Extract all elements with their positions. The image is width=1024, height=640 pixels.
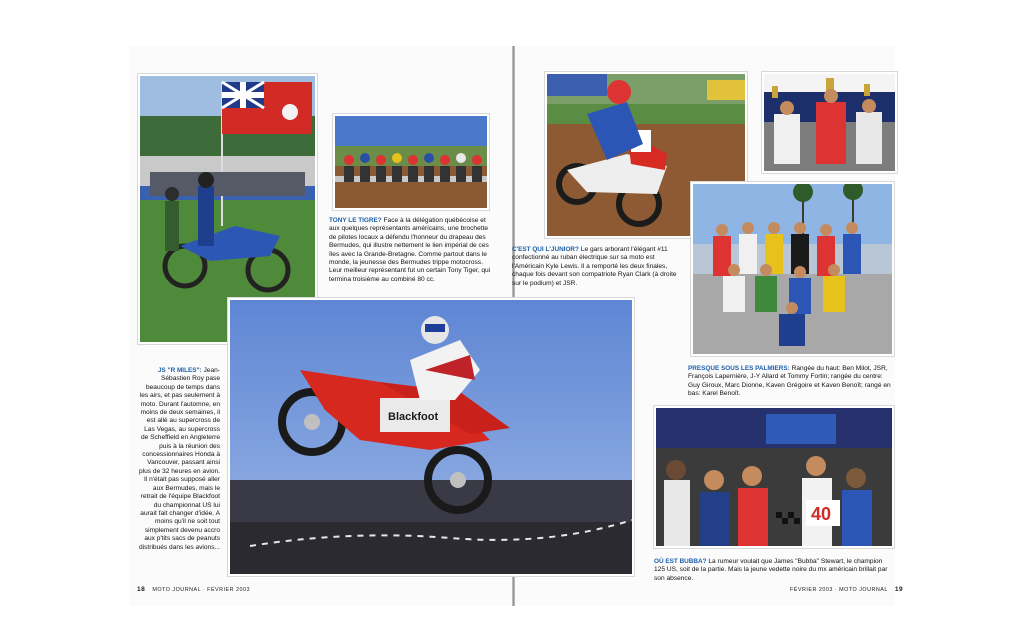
caption-junior-text: Le gars arborant l'élégant #11 confectionné au ruban électrique sur sa moto est l'Américain Kyle Lewis. Il a remporté les deux finales, chaque fois devant son compatriote Ryan Clark (à droite sur le podium) et JSR. (512, 246, 677, 287)
photo-crowd-image (656, 408, 892, 546)
caption-miles-lead: JS "R MILES": (157, 367, 202, 374)
folio-right-text: FÉVRIER 2003 · MOTO JOURNAL (790, 587, 888, 593)
folio-left (137, 586, 250, 593)
folio-right-page-number: 19 (894, 586, 904, 593)
caption-miles (138, 367, 220, 552)
photo-jump (228, 298, 634, 576)
folio-left-page-number: 18 (137, 586, 146, 593)
photo-podium (762, 72, 897, 173)
caption-bubba-text: La rumeur voulait que James "Bubba" Stewart, le champion 125 US, soit de la partie. Mais la jeune vedette noire du mx américain brillait par son absence. (654, 558, 888, 582)
caption-miles-text: Jean-Sébastien Roy pase beaucoup de temps dans les airs, et pas seulement à moto. Durant l'automne, en moins de deux semaines, il est allé au supercross de Las Vegas, au supercross de Scheffield en Angleterre puis à la réunion des concessionnaires Honda à Vancouver, passant ainsi plus de 32 heures en avion. Il n'était pas supposé aller aux Bermudes, mais le retrait de l'équipe Blackfoot du championnat US lui aurait fait changer d'idée. A moins qu'il ne soit tout simplement devenu accro aux p'tits sacs de peanuts distribués dans les avions... (138, 367, 220, 551)
caption-bubba-lead: OÙ EST BUBBA? (654, 558, 707, 565)
photo-team-image (693, 184, 892, 354)
caption-tony-lead: TONY LE TIGRE? (329, 217, 382, 224)
photo-start-gate (333, 114, 489, 210)
photo-start-gate-image (335, 116, 487, 208)
caption-tony-text: Face à la délégation québécoise et aux quelques représentants américains, une brochette de pilotes locaux a défendu l'honneur du drapeau des Bermudes, qui illustre nettement le lien impérial de ces îles avec la Grande-Bretagne. Comme partout dans le monde, la jeunesse des Bermudes trippe motocross. Leur meilleur représentant fut un certain Tony Tiger, qui termina troisième au combiné 80 cc. (329, 217, 491, 283)
photo-crowd (654, 406, 894, 548)
caption-tony (329, 217, 495, 284)
photo-team (691, 182, 894, 356)
folio-left-text: MOTO JOURNAL · FÉVRIER 2003 (152, 587, 251, 593)
caption-palmiers-text: Rangée du haut: Ben Milot, JSR, François Lapernière, J-Y Allard et Tommy Fortin; rangée du centre: Guy Giroux, Marc Dionne, Kaven Grégoire et Kaven Benoît; rangé en bas: Karel Benoît. (688, 365, 891, 398)
photo-podium-image (764, 74, 895, 171)
folio-right (790, 586, 903, 593)
caption-palmiers (688, 365, 893, 399)
caption-junior-lead: C'EST QUI L'JUNIOR? (512, 246, 579, 253)
caption-bubba (654, 558, 894, 583)
photo-jump-image (230, 300, 632, 574)
caption-junior (512, 246, 678, 288)
caption-palmiers-lead: PRESQUE SOUS LES PALMIERS: (688, 365, 790, 372)
bike-brand-text: Blackfoot (388, 411, 439, 423)
plate-number-text: 40 (811, 504, 832, 524)
